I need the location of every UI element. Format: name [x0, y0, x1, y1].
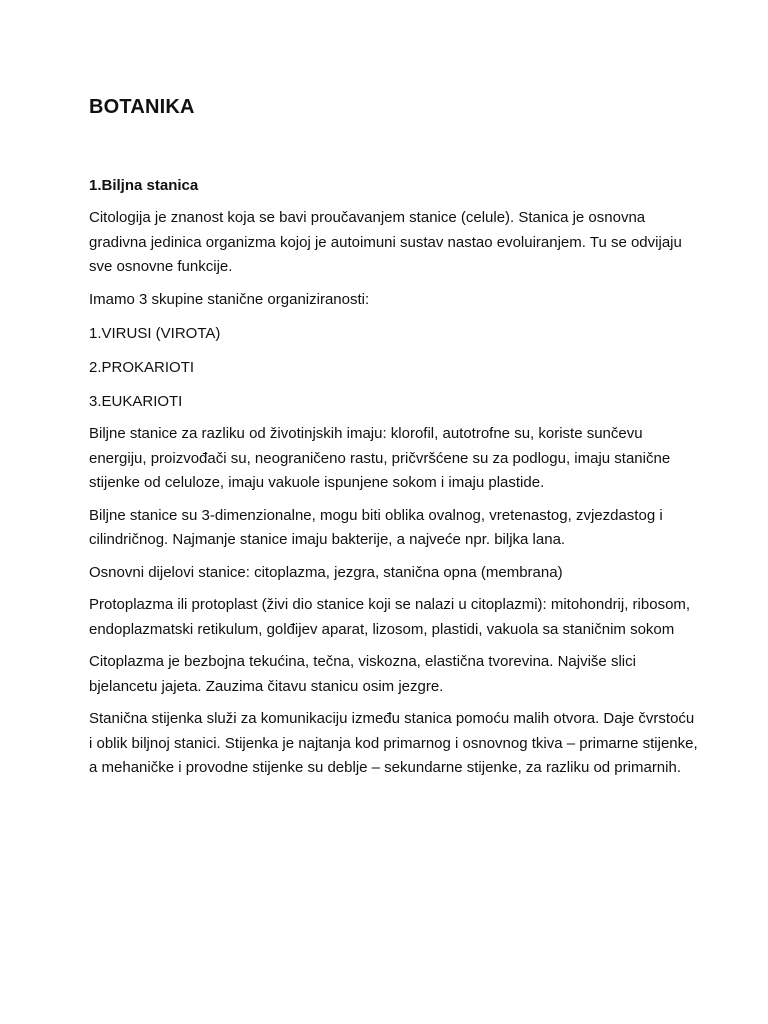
paragraph-stanicna-stijenka: Stanična stijenka služi za komunikaciju između stanica pomoću malih otvora. Daje čvrstoću i oblik biljnoj stanici. Stijenka je najtanja kod primarnog i osnovnog tkiva – primarne stijenke, a mehaničke i provodne stijenke su deblje – sekundarne stijenke, za razliku od primarnih.	[89, 710, 698, 776]
paragraph-biljne-stanice: Biljne stanice za razliku od životinjskih imaju: klorofil, autotrofne su, koriste sunčevu energiju, proizvođači su, neograničeno rastu, pričvršćene su za podlogu, imaju stanične stijenke od celuloze, imaju vakuole ispunjene sokom i imaju plastide.	[89, 425, 671, 491]
paragraph-oblik-stanica: Biljne stanice su 3-dimenzionalne, mogu biti oblika ovalnog, vretenastog, zvjezdastog i cilindričnog. Najmanje stanice imaju bakterije, a najveće npr. biljka lana.	[89, 506, 663, 548]
paragraph-skupine: Imamo 3 skupine stanične organiziranosti:	[89, 290, 370, 308]
document-title: BOTANIKA	[89, 96, 195, 118]
list-item-eukarioti: 3.EUKARIOTI	[89, 393, 183, 410]
paragraph-dijelovi-stanice: Osnovni dijelovi stanice: citoplazma, jezgra, stanična opna (membrana)	[89, 563, 563, 581]
paragraph-citoplazma: Citoplazma je bezbojna tekućina, tečna, viskozna, elastična tvorevina. Najviše slici bjelancetu jajeta. Zauzima čitavu stanicu osim jezgre.	[89, 653, 636, 695]
list-item-virusi: 1.VIRUSI (VIROTA)	[89, 325, 221, 342]
document-page	[89, 93, 699, 781]
paragraph-protoplazma: Protoplazma ili protoplast (živi dio stanice koji se nalazi u citoplazmi): mitohondrij, ribosom, endoplazmatski retikulum, golđijev aparat, lizosom, plastidi, vakuola sa staničnim sokom	[89, 596, 691, 638]
paragraph-citologija: Citologija je znanost koja se bavi proučavanjem stanice (celule). Stanica je osnovna gradivna jedinica organizma kojoj je autoimuni sustav nastao evoluiranjem. Tu se odvijaju sve osnovne funkcije.	[89, 209, 682, 275]
list-item-prokarioti: 2.PROKARIOTI	[89, 359, 195, 376]
section-heading: 1.Biljna stanica	[89, 177, 199, 194]
